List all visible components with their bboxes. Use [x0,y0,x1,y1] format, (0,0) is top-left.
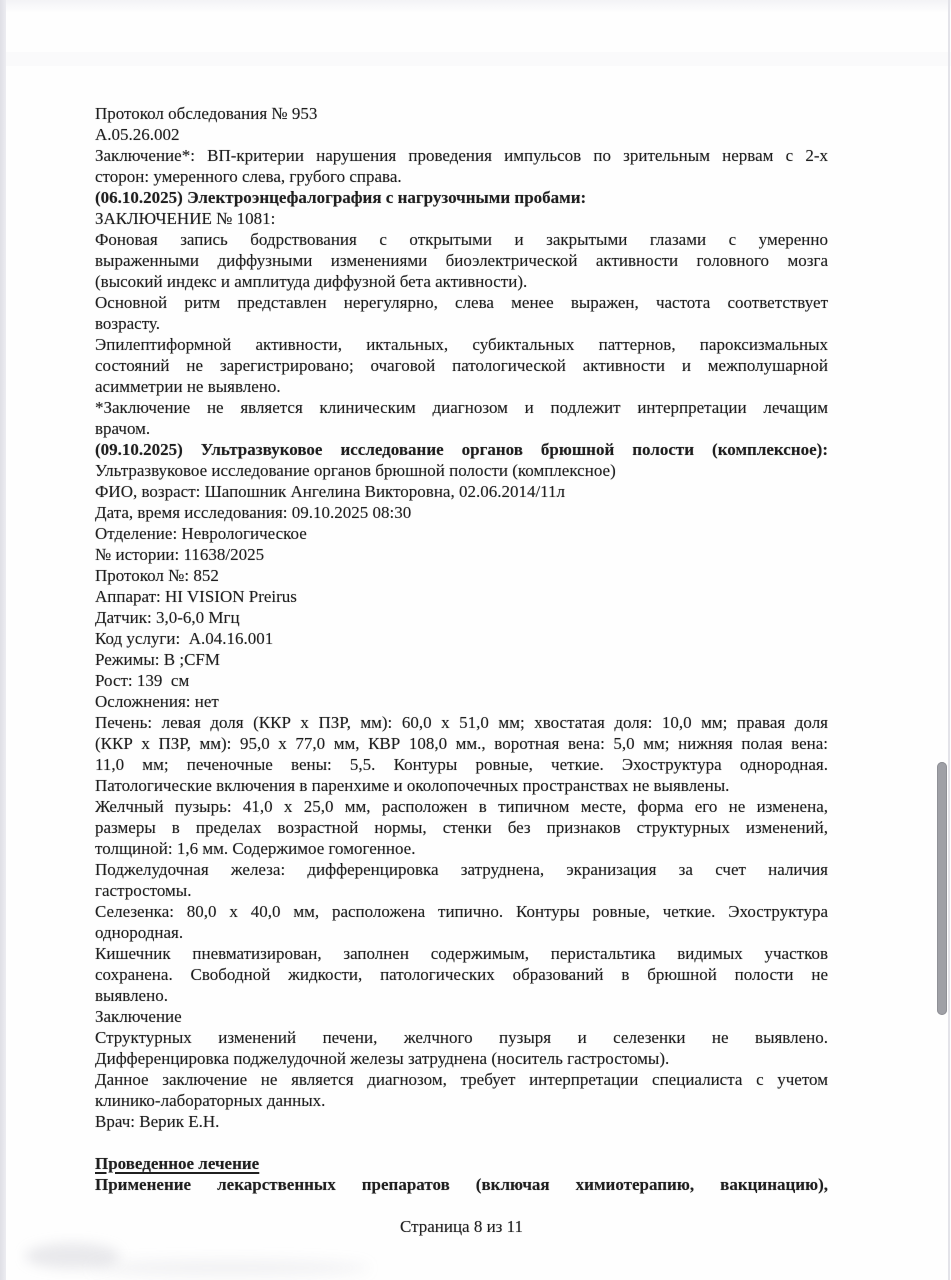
document-line: (высокий индекс и амплитуда диффузной бета активности). [95,272,528,291]
document-line: Врач: Верик Е.Н. [95,1112,220,1131]
document-line: Структурных изменений печени, желчного пузыря и селезенки не выявлено. [95,1028,828,1047]
scan-artifact-top [6,0,951,13]
scrollbar-thumb[interactable] [937,762,947,1015]
document-line: Режимы: B ;CFM [95,650,220,669]
document-line: Селезенка: 80,0 х 40,0 мм, расположена типично. Контуры ровные, четкие. Эхоструктура [95,902,828,921]
document-line: (ККР х ПЗР, мм): 95,0 х 77,0 мм, КВР 108,0 мм., воротная вена: 5,0 мм; нижняя полая вена: [95,734,828,753]
document-line: сторон: умеренного слева, грубого справа. [95,167,402,186]
document-line: Дифференцировка поджелудочной железы затруднена (носитель гастростомы). [95,1049,670,1068]
document-line: Отделение: Неврологическое [95,524,307,543]
document-line: толщиной: 1,6 мм. Содержимое гомогенное. [95,839,416,858]
document-line: Основной ритм представлен нерегулярно, слева менее выражен, частота соответствует [95,293,828,312]
document-line: однородная. [95,923,184,942]
document-line: ФИО, возраст: Шапошник Ангелина Викторовна, 02.06.2014/11л [95,482,566,501]
document-line: Аппарат: HI VISION Preirus [95,587,297,606]
document-line: асимметрии не выявлено. [95,377,281,396]
document-line: № истории: 11638/2025 [95,545,265,564]
document-line: Код услуги: А.04.16.001 [95,629,274,648]
document-line: (09.10.2025) Ультразвуковое исследование органов брюшной полости (комплексное): [95,440,828,459]
document-line: возрасту. [95,314,160,333]
document-line: 11,0 мм; печеночные вены: 5,5. Контуры ровные, четкие. Эхоструктура однородная. [95,755,828,774]
document-line: Кишечник пневматизирован, заполнен содержимым, перистальтика видимых участков [95,944,828,963]
document-line: Датчик: 3,0-6,0 Мгц [95,608,240,627]
document-line: Рост: 139 см [95,671,190,690]
section-heading-underlined: Проведенное лечение [95,1154,260,1173]
document-line: выявлено. [95,986,168,1005]
document-line: А.05.26.002 [95,125,180,144]
document-line: *Заключение не является клиническим диагнозом и подлежит интерпретации лечащим [95,398,828,417]
document-line: Применение лекарственных препаратов (включая химиотерапию, вакцинацию), [95,1175,828,1194]
document-line: Заключение*: ВП-критерии нарушения проведения импульсов по зрительным нервам с 2-х [95,146,828,165]
document-line: Протокол №: 852 [95,566,219,585]
page-number: Страница 8 из 11 [399,1217,524,1236]
document-line: сохранена. Свободной жидкости, патологических образований в брюшной полости не [95,965,828,984]
document-line [95,1153,828,1174]
document-body [95,103,828,1195]
document-line: Данное заключение не является диагнозом, требует интерпретации специалиста с учетом [95,1070,828,1089]
document-line: Заключение [95,1007,182,1026]
document-line: Печень: левая доля (ККР х ПЗР, мм): 60,0 х 51,0 мм; хвостатая доля: 10,0 мм; правая доля [95,713,828,732]
document-line: врачом. [95,419,151,438]
document-line: Эпилептиформной активности, иктальных, субиктальных паттернов, пароксизмальных [95,335,828,354]
document-line: Поджелудочная железа: дифференцировка затруднена, экранизация за счет наличия [95,860,828,879]
document-line [95,1132,828,1153]
document-line: Фоновая запись бодрствования с открытыми и закрытыми глазами с умеренно [95,230,828,249]
document-line: размеры в пределах возрастной нормы, стенки без признаков структурных изменений, [95,818,828,837]
document-line: ЗАКЛЮЧЕНИЕ № 1081: [95,209,276,228]
document-line: Дата, время исследования: 09.10.2025 08:30 [95,503,412,522]
document-line: состояний не зарегистрировано; очаговой патологической активности и межполушарной [95,356,828,375]
document-line: Протокол обследования № 953 [95,104,318,123]
document-line: клинико-лабораторных данных. [95,1091,326,1110]
document-line: Желчный пузырь: 41,0 х 25,0 мм, расположен в типичном месте, форма его не изменена, [95,797,828,816]
document-line: Патологические включения в паренхиме и околопочечных пространствах не выявлены. [95,776,730,795]
scan-artifact-smudge [90,1260,370,1276]
document-line: Осложнения: нет [95,692,219,711]
scrollbar-track[interactable] [948,0,950,1280]
document-line: Ультразвуковое исследование органов брюшной полости (комплексное) [95,461,616,480]
page-edge-shadow [0,0,6,1280]
document-line: выраженными диффузными изменениями биоэлектрической активности головного мозга [95,251,828,270]
document-line: (06.10.2025) Электроэнцефалография с нагрузочными пробами: [95,188,587,207]
document-line: гастростомы. [95,881,192,900]
scan-artifact-band [6,52,951,66]
